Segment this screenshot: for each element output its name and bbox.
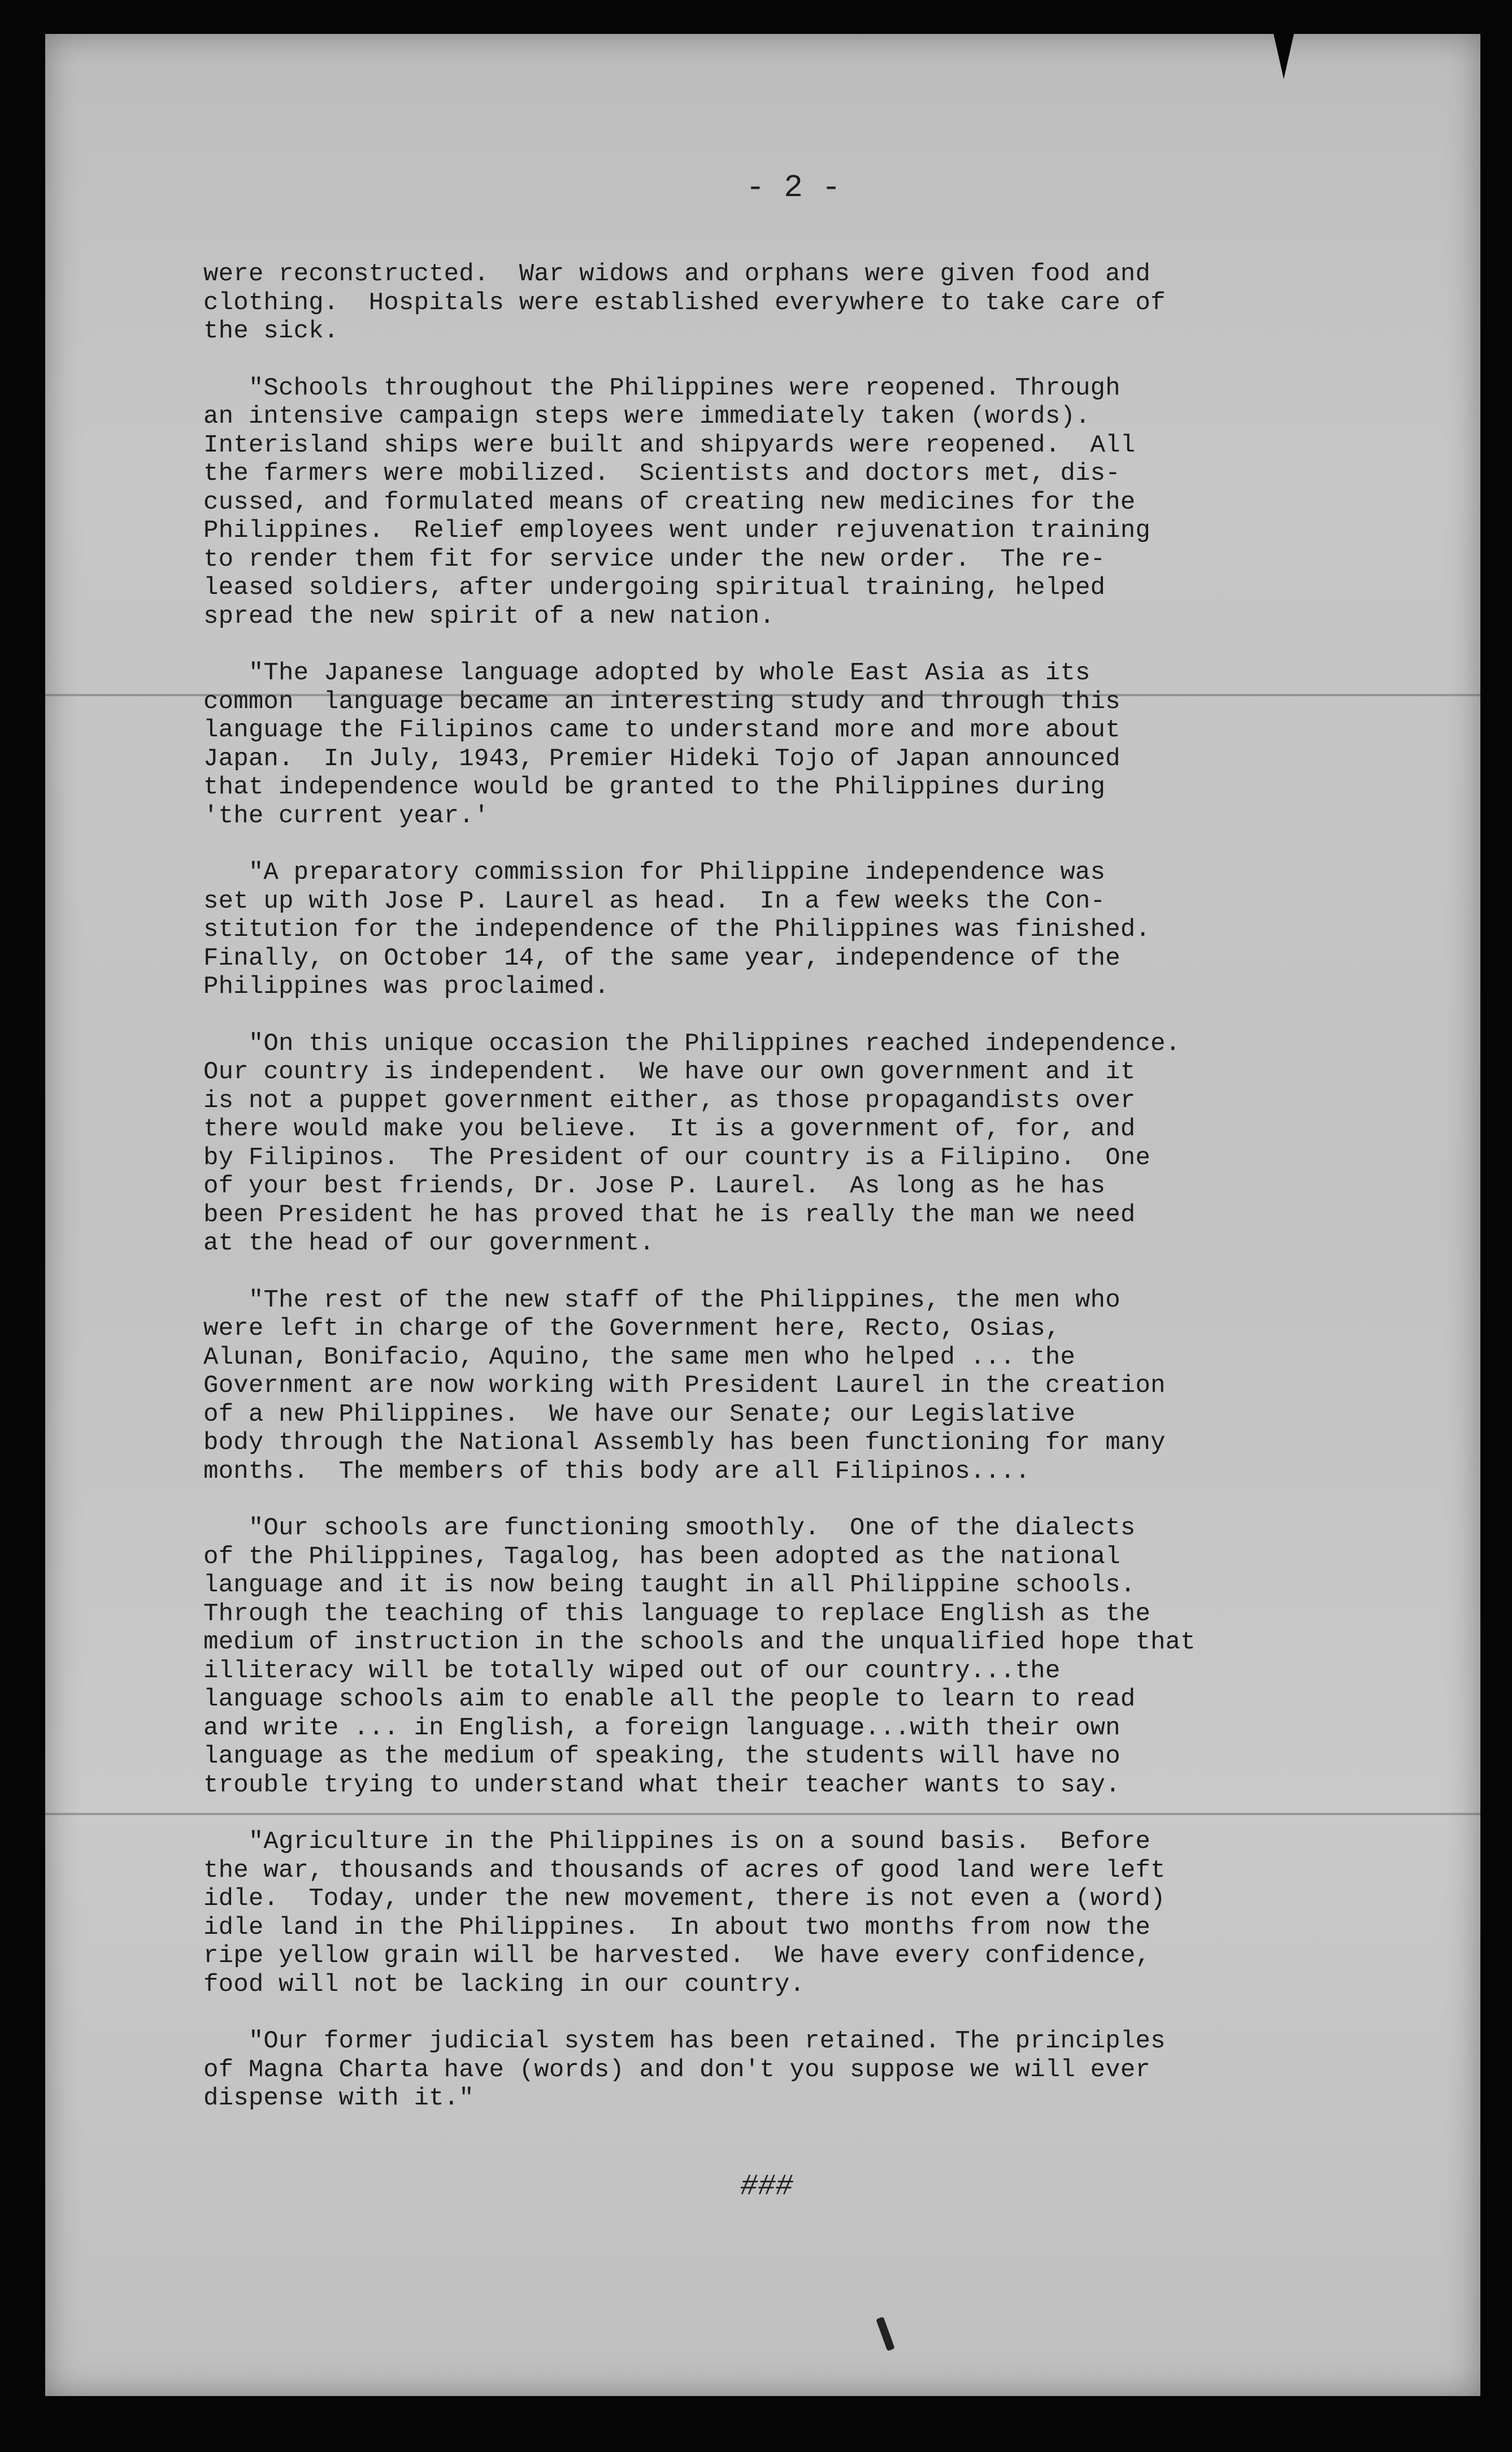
text-line: Interisland ships were built and shipyards were reopened. All	[203, 431, 1136, 459]
page-number: - 2 -	[746, 170, 841, 206]
text-line: "Agriculture in the Philippines is on a sound basis. Before	[203, 1828, 1151, 1856]
text-line: spread the new spirit of a new nation.	[203, 602, 775, 631]
text-line: Philippines. Relief employees went under rejuvenation training	[203, 517, 1151, 545]
text-line: language the Filipinos came to understand more and more about	[203, 716, 1120, 744]
text-line: clothing. Hospitals were established everywhere to take care of	[203, 288, 1166, 317]
paragraph	[203, 2027, 1401, 2113]
text-line: medium of instruction in the schools and the unqualified hope that	[203, 1628, 1196, 1656]
text-line: there would make you believe. It is a government of, for, and	[203, 1115, 1136, 1143]
text-line: cussed, and formulated means of creating new medicines for the	[203, 488, 1136, 517]
text-line: of a new Philippines. We have our Senate; our Legislative	[203, 1400, 1076, 1429]
paragraph	[203, 858, 1401, 1001]
text-line: "The Japanese language adopted by whole East Asia as its	[203, 659, 1090, 687]
text-line: were reconstructed. War widows and orphans were given food and	[203, 260, 1151, 288]
text-line: trouble trying to understand what their teacher wants to say.	[203, 1770, 1120, 1799]
paragraph	[203, 374, 1401, 631]
text-line: Through the teaching of this language to replace English as the	[203, 1599, 1151, 1628]
text-line: an intensive campaign steps were immediately taken (words).	[203, 402, 1090, 431]
text-line: months. The members of this body are all Filipinos....	[203, 1457, 1031, 1486]
text-line: "Schools throughout the Philippines were reopened. Through	[203, 374, 1120, 402]
paragraph	[203, 1828, 1401, 1999]
text-line: leased soldiers, after undergoing spiritual training, helped	[203, 574, 1106, 602]
text-line: and write ... in English, a foreign language...with their own	[203, 1713, 1120, 1742]
text-line: Japan. In July, 1943, Premier Hideki Tojo of Japan announced	[203, 744, 1120, 773]
text-line: "A preparatory commission for Philippine independence was	[203, 858, 1106, 887]
text-line: idle land in the Philippines. In about two months from now the	[203, 1913, 1151, 1942]
text-line: language schools aim to enable all the people to learn to read	[203, 1685, 1136, 1713]
text-line: were left in charge of the Government here, Recto, Osias,	[203, 1314, 1061, 1343]
text-line: "Our schools are functioning smoothly. One of the dialects	[203, 1514, 1136, 1542]
text-line: of the Philippines, Tagalog, has been adopted as the national	[203, 1542, 1120, 1571]
document-body	[203, 260, 1401, 2141]
paper-tear	[1274, 34, 1294, 79]
text-line: at the head of our government.	[203, 1229, 655, 1257]
text-line: of your best friends, Dr. Jose P. Laurel. As long as he has	[203, 1172, 1106, 1200]
text-line: illiteracy will be totally wiped out of our country...the	[203, 1656, 1061, 1685]
text-line: Government are now working with President Laurel in the creation	[203, 1372, 1166, 1400]
text-line: Alunan, Bonifacio, Aquino, the same men who helped ... the	[203, 1343, 1076, 1372]
text-line: language and it is now being taught in all Philippine schools.	[203, 1571, 1136, 1599]
text-line: Finally, on October 14, of the same year, independence of the	[203, 944, 1120, 973]
text-line: to render them fit for service under the new order. The re-	[203, 545, 1106, 574]
text-line: that independence would be granted to the Philippines during	[203, 773, 1106, 801]
text-line: "On this unique occasion the Philippines reached independence.	[203, 1029, 1181, 1058]
text-line: by Filipinos. The President of our country is a Filipino. One	[203, 1143, 1151, 1172]
text-line: 'the current year.'	[203, 801, 489, 830]
paragraph	[203, 1286, 1401, 1486]
text-line: stitution for the independence of the Philippines was finished.	[203, 915, 1151, 944]
text-line: common language became an interesting study and through this	[203, 687, 1120, 716]
text-line: body through the National Assembly has been functioning for many	[203, 1429, 1166, 1457]
text-line: the war, thousands and thousands of acres of good land were left	[203, 1856, 1166, 1885]
text-line: idle. Today, under the new movement, there is not even a (word)	[203, 1885, 1166, 1913]
paragraph	[203, 260, 1401, 346]
text-line: language as the medium of speaking, the students will have no	[203, 1742, 1120, 1770]
text-line: of Magna Charta have (words) and don't you suppose we will ever	[203, 2055, 1151, 2084]
text-line: set up with Jose P. Laurel as head. In a few weeks the Con-	[203, 887, 1106, 915]
text-line: food will not be lacking in our country.	[203, 1970, 805, 1999]
end-mark: ###	[740, 2170, 793, 2203]
paragraph	[203, 1514, 1401, 1799]
text-line: is not a puppet government either, as those propagandists over	[203, 1086, 1136, 1115]
text-line: ripe yellow grain will be harvested. We have every confidence,	[203, 1942, 1151, 1970]
text-line: Philippines was proclaimed.	[203, 973, 610, 1001]
text-line: the sick.	[203, 317, 339, 345]
text-line: "The rest of the new staff of the Philippines, the men who	[203, 1286, 1120, 1314]
paragraph	[203, 659, 1401, 830]
text-line: been President he has proved that he is really the man we need	[203, 1200, 1136, 1229]
text-line: Our country is independent. We have our own government and it	[203, 1058, 1136, 1086]
text-line: the farmers were mobilized. Scientists and doctors met, dis-	[203, 459, 1120, 488]
text-line: "Our former judicial system has been retained. The principles	[203, 2027, 1166, 2055]
paragraph	[203, 1030, 1401, 1258]
text-line: dispense with it."	[203, 2084, 474, 2112]
